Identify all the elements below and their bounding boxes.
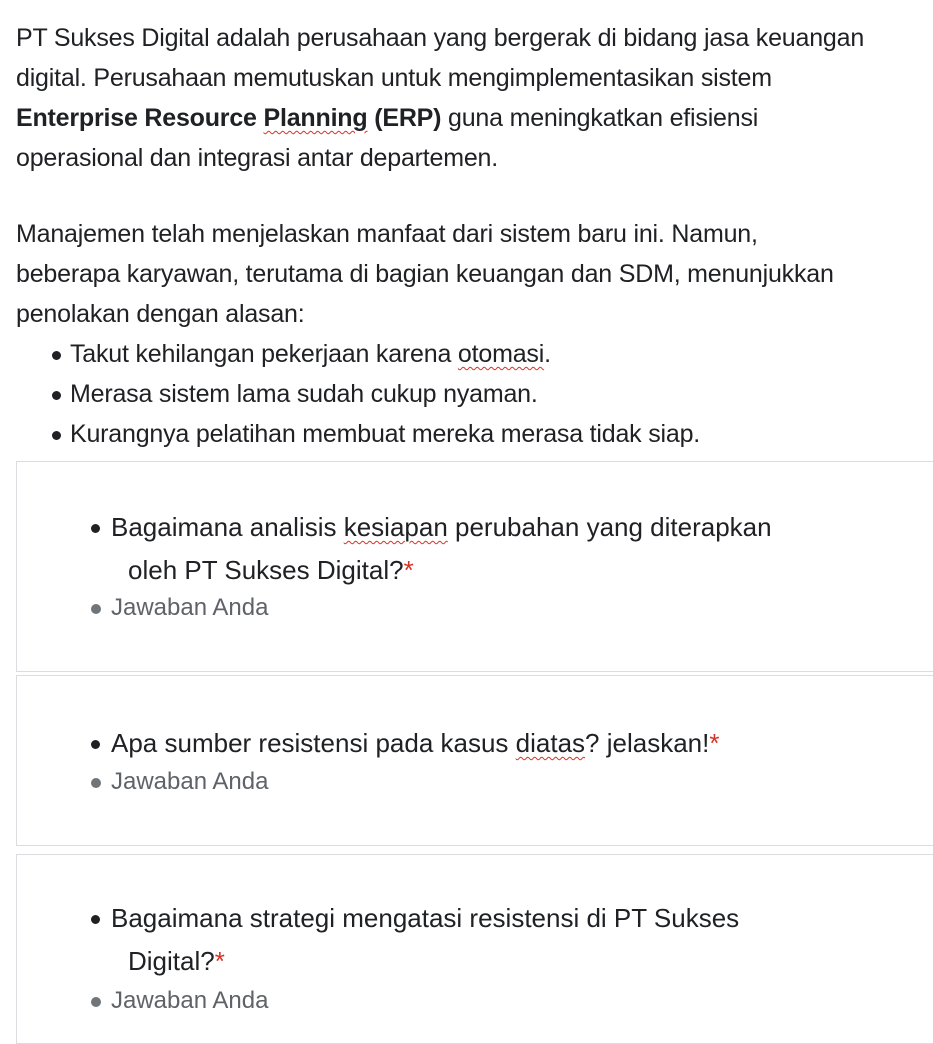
answer-input[interactable] xyxy=(91,986,268,1016)
spellcheck-word: kesiapan xyxy=(343,512,448,542)
answer-input[interactable] xyxy=(91,593,268,623)
question-line xyxy=(91,940,871,983)
question-text: perubahan yang diterapkan xyxy=(447,512,772,542)
question-text: ? jelaskan! xyxy=(585,728,710,758)
bullet-icon xyxy=(52,431,61,440)
case-description xyxy=(16,18,933,454)
intro-text: digital. Perusahaan memutuskan untuk mengimplementasikan sistem xyxy=(16,64,772,92)
question-card-1 xyxy=(16,461,933,672)
question-text: Digital? xyxy=(128,946,215,976)
question-line xyxy=(91,897,871,940)
question-text: Apa sumber resistensi pada kasus xyxy=(111,728,516,758)
spellcheck-word: diatas xyxy=(515,728,586,758)
answer-placeholder: Jawaban Anda xyxy=(111,987,269,1014)
intro-bold-term xyxy=(16,104,441,132)
intro-text: penolakan dengan alasan: xyxy=(16,300,305,328)
question-title xyxy=(91,506,871,592)
list-item xyxy=(52,334,933,374)
reasons-list xyxy=(16,334,933,454)
question-text: oleh PT Sukses Digital? xyxy=(128,555,404,585)
bold-text: (ERP) xyxy=(367,104,442,132)
intro-paragraph-2 xyxy=(16,214,933,334)
question-line xyxy=(91,722,871,765)
bullet-icon xyxy=(91,997,101,1007)
answer-input[interactable] xyxy=(91,767,268,797)
question-title xyxy=(91,722,871,765)
bullet-icon xyxy=(52,351,61,360)
bullet-icon xyxy=(91,740,100,749)
reason-text: Kurangnya pelatihan membuat mereka merasa tidak siap. xyxy=(70,420,701,448)
bullet-icon xyxy=(91,915,100,924)
question-line xyxy=(91,549,871,592)
bullet-icon xyxy=(91,778,101,788)
intro-paragraph-1 xyxy=(16,18,933,178)
intro-text: Manajemen telah menjelaskan manfaat dari sistem baru ini. Namun, xyxy=(16,220,758,248)
answer-placeholder: Jawaban Anda xyxy=(111,594,269,621)
bullet-icon xyxy=(52,391,61,400)
question-card-3 xyxy=(16,854,933,1044)
spellcheck-word: Planning xyxy=(263,104,368,132)
question-text: Bagaimana strategi mengatasi resistensi di PT Sukses xyxy=(111,903,740,933)
required-asterisk: * xyxy=(709,728,720,758)
bullet-icon xyxy=(91,524,100,533)
required-asterisk: * xyxy=(214,946,225,976)
reason-text: . xyxy=(544,340,551,368)
intro-text: PT Sukses Digital adalah perusahaan yang bergerak di bidang jasa keuangan xyxy=(16,24,865,52)
list-item xyxy=(52,374,933,414)
question-card-2 xyxy=(16,675,933,846)
bold-text: Enterprise Resource xyxy=(16,104,264,132)
list-item xyxy=(52,414,933,454)
question-title xyxy=(91,897,871,983)
intro-text: guna meningkatkan efisiensi xyxy=(441,104,759,132)
intro-text: beberapa karyawan, terutama di bagian keuangan dan SDM, menunjukkan xyxy=(16,260,834,288)
required-asterisk: * xyxy=(403,555,414,585)
intro-text: operasional dan integrasi antar departemen. xyxy=(16,144,499,172)
question-line xyxy=(91,506,871,549)
question-text: Bagaimana analisis xyxy=(111,512,344,542)
answer-placeholder: Jawaban Anda xyxy=(111,768,269,795)
spellcheck-word: otomasi xyxy=(457,340,545,368)
bullet-icon xyxy=(91,604,101,614)
reason-text: Takut kehilangan pekerjaan karena xyxy=(70,340,458,368)
reason-text: Merasa sistem lama sudah cukup nyaman. xyxy=(70,380,538,408)
